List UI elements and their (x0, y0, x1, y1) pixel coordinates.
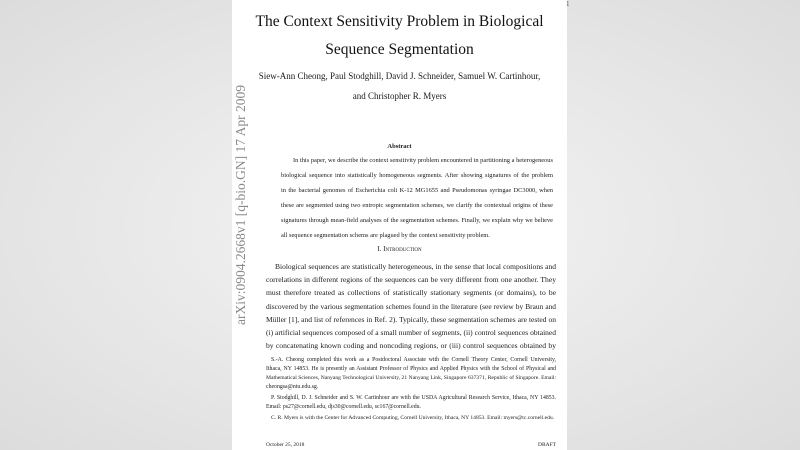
body-line: Biological sequences are statistically heterogeneous, in the sense that local compositions and (275, 262, 556, 271)
section-heading: I. Introduction (377, 245, 422, 253)
body-line: by concatenating known coding and noncoding regions, or (iii) control sequences obtained by (266, 341, 556, 351)
paper-title-line-2: Sequence Segmentation (325, 41, 474, 58)
abs-line: these are segmented using two entropic segmentation schemes, we clarify the contextual origins of these (281, 202, 553, 209)
body-line: correlations in different regions of the sequences can be very different from one another. They (266, 275, 556, 285)
paper-page (232, 0, 567, 450)
abstract-heading: Abstract (387, 143, 412, 150)
fn-line: Mathematical Sciences, Nanyang Technological University, 21 Nanyang Link, Singapore 637371, Republic of Singapore. Email: (266, 375, 556, 381)
fn-line: P. Stodghill, D. J. Schneider and S. W. Cartinhour are with the USDA Agricultural Research Service, Ithaca, NY 14853. (271, 395, 556, 401)
authors-line-1: Siew-Ann Cheong, Paul Stodghill, David J. Schneider, Samuel W. Cartinhour, (258, 71, 541, 81)
body-line: discovered by the various segmentation schemes found in the literature (see review by Braun and (266, 301, 556, 311)
fn-line: Email: ps27@cornell.edu, djs30@cornell.edu, sc167@cornell.edu. (266, 404, 421, 410)
body-line: Müller [1], and list of references in Ref. 2). Typically, these segmentation schemes are tested on (266, 314, 556, 324)
arxiv-stamp: arXiv:0904.2668v1 [q-bio.GN] 17 Apr 2009 (233, 85, 248, 325)
abs-line: all sequence segmentation schems are plagued by the context sensitivity problem. (281, 232, 490, 239)
abs-line: in the bacterial genomes of Escherichia coli K-12 MG1655 and Pseudomonas syringae DC3000, when (281, 187, 553, 194)
body-line: must therefore treated as collections of statistically stationary segments (or domains), to be (266, 288, 556, 298)
fn-line: cheongsa@ntu.edu.sg. (266, 384, 319, 390)
body-line: (i) artificial sequences composed of a small number of segments, (ii) control sequences obtained (266, 328, 556, 337)
footer-date: October 25, 2018 (266, 442, 305, 448)
authors-line-2: and Christopher R. Myers (352, 91, 447, 101)
paper-title-line-1: The Context Sensitivity Problem in Biological (255, 13, 544, 30)
abs-line: In this paper, we describe the context sensitivity problem encountered in partitioning a heterogeneous (293, 157, 553, 164)
abs-line: biological sequence into statistically homogeneous segments. After showing signatures of the problem (281, 172, 553, 179)
fn-line: C. R. Myers is with the Center for Advanced Computing, Cornell University, Ithaca, NY 14853. Email: myers@tc.cornell.edu. (271, 415, 555, 421)
abs-line: signatures through mean-field analyses of the segmentation schemes. Finally, we explain why we believe (281, 217, 553, 224)
fn-line: Ithaca, NY 14853. He is presently an Assistant Professor of Physics and Applied Physics with the School of Physical and (266, 366, 556, 372)
fn-line: S.-A. Cheong completed this work as a Postdoctoral Associate with the Cornell Theory Center, Cornell University, (271, 357, 556, 363)
footer-draft-label: DRAFT (538, 442, 557, 448)
page-number: 1 (566, 0, 570, 8)
